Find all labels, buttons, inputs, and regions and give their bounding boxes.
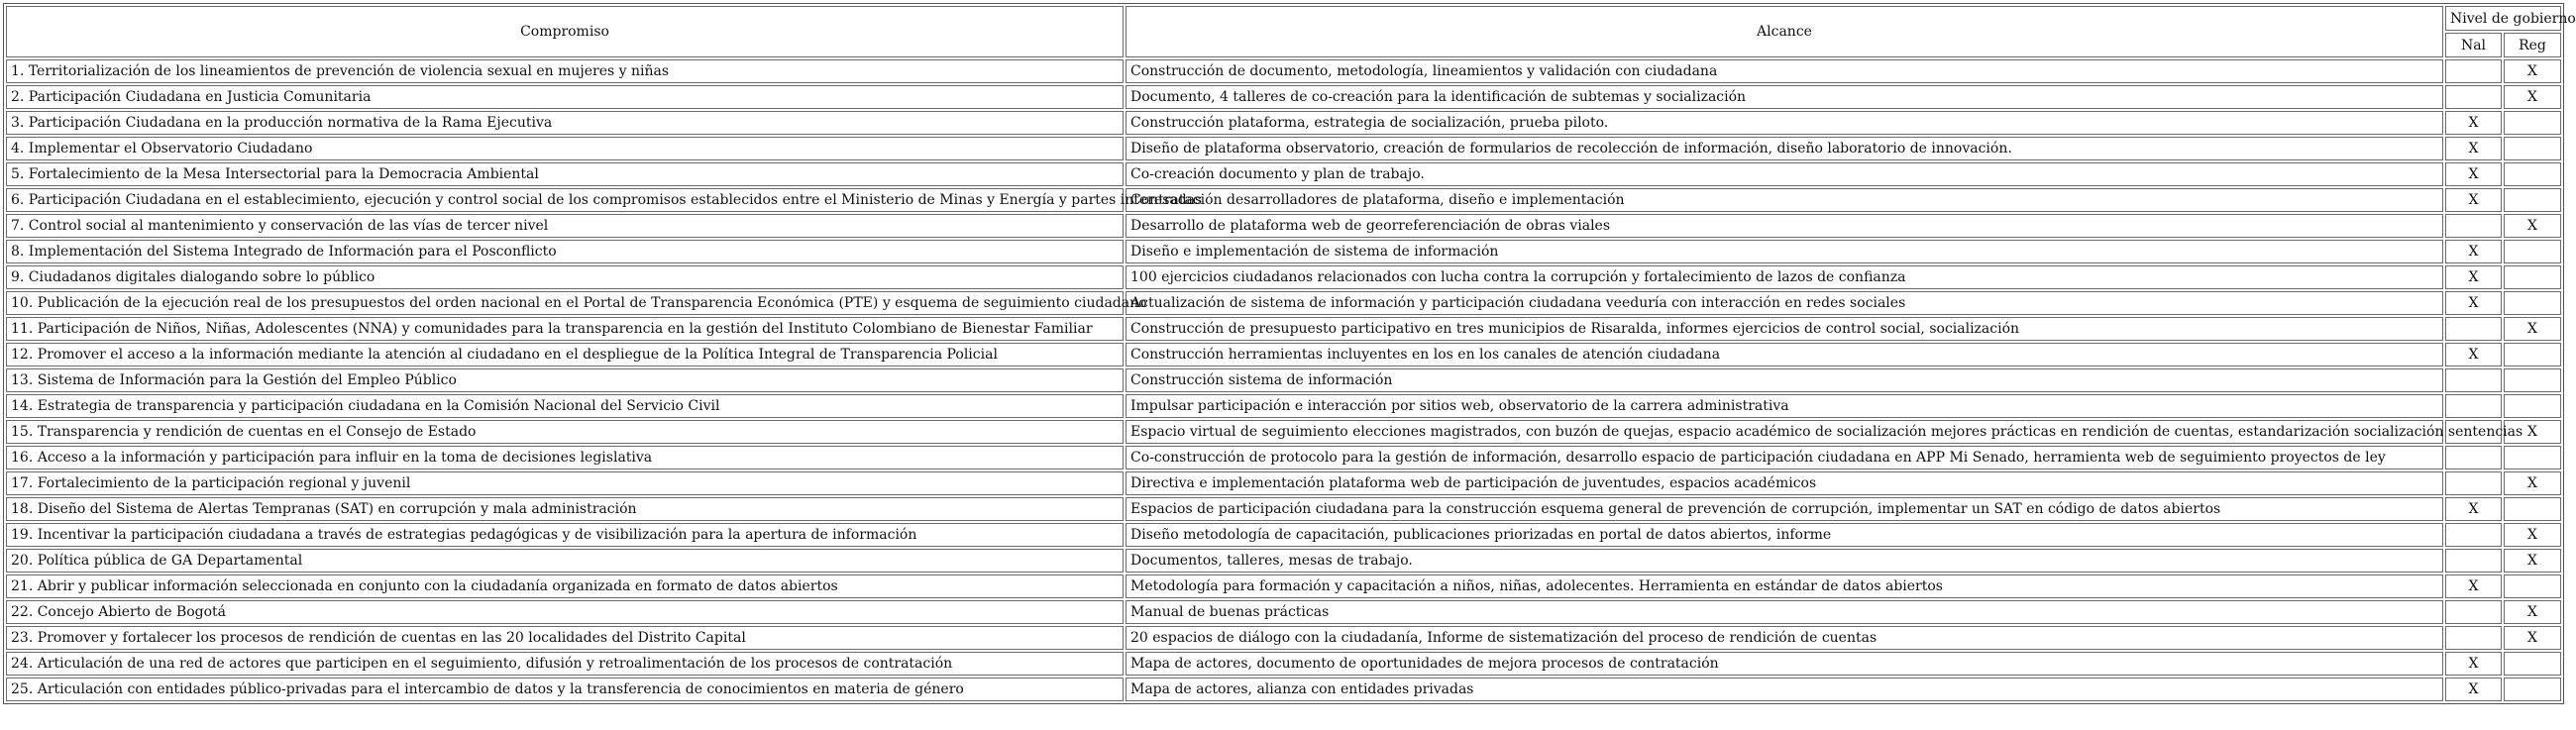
- compromiso-cell: 12. Promover el acceso a la información mediante la atención al ciudadano en el despliegue de la Política Integral de Transparencia Policial: [6, 343, 1124, 366]
- compromiso-cell: 21. Abrir y publicar información seleccionada en conjunto con la ciudadanía organizada en formato de datos abiertos: [6, 574, 1124, 598]
- compromiso-cell: 8. Implementación del Sistema Integrado de Información para el Posconflicto: [6, 240, 1124, 263]
- nal-mark-cell: [2445, 549, 2502, 573]
- compromiso-cell: 22. Concejo Abierto de Bogotá: [6, 600, 1124, 624]
- compromiso-cell: 19. Incentivar la participación ciudadana a través de estrategias pedagógicas y de visibilización para la apertura de información: [6, 523, 1124, 547]
- table-row: [6, 471, 2561, 495]
- table-row: [6, 214, 2561, 238]
- alcance-cell: Diseño e implementación de sistema de información: [1126, 240, 2443, 263]
- nal-mark-cell: X: [2445, 162, 2502, 186]
- nal-mark-cell: X: [2445, 291, 2502, 315]
- alcance-cell: Contratación desarrolladores de plataforma, diseño e implementación: [1126, 188, 2443, 212]
- reg-mark-cell: X: [2504, 523, 2561, 547]
- alcance-cell: Manual de buenas prácticas: [1126, 600, 2443, 624]
- nal-mark-cell: X: [2445, 240, 2502, 263]
- alcance-cell: Construcción sistema de información: [1126, 368, 2443, 392]
- compromiso-cell: 7. Control social al mantenimiento y conservación de las vías de tercer nivel: [6, 214, 1124, 238]
- alcance-cell: Construcción de documento, metodología, lineamientos y validación con ciudadana: [1126, 59, 2443, 83]
- alcance-cell: Documentos, talleres, mesas de trabajo.: [1126, 549, 2443, 573]
- header-nal: Nal: [2445, 33, 2502, 57]
- reg-mark-cell: [2504, 368, 2561, 392]
- table-row: [6, 652, 2561, 676]
- nal-mark-cell: [2445, 85, 2502, 109]
- compromiso-cell: 18. Diseño del Sistema de Alertas Tempranas (SAT) en corrupción y mala administración: [6, 497, 1124, 521]
- nal-mark-cell: X: [2445, 111, 2502, 135]
- table-row: [6, 240, 2561, 263]
- table-row: [6, 368, 2561, 392]
- reg-mark-cell: X: [2504, 214, 2561, 238]
- reg-mark-cell: [2504, 446, 2561, 469]
- alcance-cell: Diseño metodología de capacitación, publicaciones priorizadas en portal de datos abiertos, informe: [1126, 523, 2443, 547]
- reg-mark-cell: X: [2504, 626, 2561, 650]
- table-row: [6, 137, 2561, 160]
- compromiso-cell: 23. Promover y fortalecer los procesos de rendición de cuentas en las 20 localidades del Distrito Capital: [6, 626, 1124, 650]
- table-row: [6, 188, 2561, 212]
- reg-mark-cell: X: [2504, 317, 2561, 341]
- alcance-cell: Mapa de actores, alianza con entidades privadas: [1126, 678, 2443, 701]
- reg-mark-cell: [2504, 162, 2561, 186]
- nal-mark-cell: X: [2445, 188, 2502, 212]
- table-row: [6, 291, 2561, 315]
- alcance-cell: Metodología para formación y capacitación a niños, niñas, adolecentes. Herramienta en estándar de datos abiertos: [1126, 574, 2443, 598]
- document-page: [3, 3, 2576, 704]
- table-row: [6, 59, 2561, 83]
- alcance-cell: Espacios de participación ciudadana para la construcción esquema general de prevención de corrupción, implementar un SAT en código de datos abiertos: [1126, 497, 2443, 521]
- reg-mark-cell: X: [2504, 549, 2561, 573]
- compromiso-cell: 25. Articulación con entidades público-privadas para el intercambio de datos y la transferencia de conocimientos en materia de género: [6, 678, 1124, 701]
- compromiso-cell: 16. Acceso a la información y participación para influir en la toma de decisiones legislativa: [6, 446, 1124, 469]
- compromiso-cell: 17. Fortalecimiento de la participación regional y juvenil: [6, 471, 1124, 495]
- table-row: [6, 600, 2561, 624]
- alcance-cell: Impulsar participación e interacción por sitios web, observatorio de la carrera administrativa: [1126, 394, 2443, 418]
- table-row: [6, 265, 2561, 289]
- alcance-cell: Co-construcción de protocolo para la gestión de información, desarrollo espacio de participación ciudadana en APP Mi Senado, herramienta web de seguimiento proyectos de ley: [1126, 446, 2443, 469]
- table-row: [6, 394, 2561, 418]
- reg-mark-cell: [2504, 188, 2561, 212]
- nal-mark-cell: [2445, 626, 2502, 650]
- nal-mark-cell: [2445, 394, 2502, 418]
- nal-mark-cell: X: [2445, 678, 2502, 701]
- nal-mark-cell: [2445, 600, 2502, 624]
- compromiso-cell: 2. Participación Ciudadana en Justicia Comunitaria: [6, 85, 1124, 109]
- reg-mark-cell: X: [2504, 600, 2561, 624]
- reg-mark-cell: [2504, 574, 2561, 598]
- nal-mark-cell: X: [2445, 574, 2502, 598]
- table-row: [6, 162, 2561, 186]
- table-row: [6, 111, 2561, 135]
- nal-mark-cell: X: [2445, 343, 2502, 366]
- alcance-cell: Mapa de actores, documento de oportunidades de mejora procesos de contratación: [1126, 652, 2443, 676]
- nal-mark-cell: [2445, 523, 2502, 547]
- header-alcance: Alcance: [1126, 6, 2443, 57]
- nal-mark-cell: [2445, 317, 2502, 341]
- alcance-cell: Construcción plataforma, estrategia de socialización, prueba piloto.: [1126, 111, 2443, 135]
- reg-mark-cell: [2504, 291, 2561, 315]
- compromiso-cell: 4. Implementar el Observatorio Ciudadano: [6, 137, 1124, 160]
- table-row: [6, 420, 2561, 444]
- table-row: [6, 549, 2561, 573]
- table-row: [6, 343, 2561, 366]
- reg-mark-cell: X: [2504, 471, 2561, 495]
- compromiso-cell: 9. Ciudadanos digitales dialogando sobre lo público: [6, 265, 1124, 289]
- reg-mark-cell: [2504, 678, 2561, 701]
- commitments-table: [3, 3, 2576, 704]
- reg-mark-cell: [2504, 265, 2561, 289]
- alcance-cell: Documento, 4 talleres de co-creación para la identificación de subtemas y socialización: [1126, 85, 2443, 109]
- table-row: [6, 678, 2561, 701]
- nal-mark-cell: [2445, 368, 2502, 392]
- nal-mark-cell: X: [2445, 497, 2502, 521]
- compromiso-cell: 10. Publicación de la ejecución real de los presupuestos del orden nacional en el Portal de Transparencia Económica (PTE) y esquema de seguimiento ciudadano: [6, 291, 1124, 315]
- table-row: [6, 446, 2561, 469]
- header-reg: Reg: [2504, 33, 2561, 57]
- reg-mark-cell: [2504, 111, 2561, 135]
- header-nivel-gobierno: Nivel de gobierno: [2445, 6, 2561, 31]
- nal-mark-cell: [2445, 446, 2502, 469]
- reg-mark-cell: X: [2504, 420, 2561, 444]
- table-row: [6, 85, 2561, 109]
- reg-mark-cell: X: [2504, 59, 2561, 83]
- alcance-cell: Diseño de plataforma observatorio, creación de formularios de recolección de información, diseño laboratorio de innovación.: [1126, 137, 2443, 160]
- nal-mark-cell: [2445, 214, 2502, 238]
- nal-mark-cell: X: [2445, 137, 2502, 160]
- compromiso-cell: 6. Participación Ciudadana en el establecimiento, ejecución y control social de los compromisos establecidos entre el Ministerio de Minas y Energía y partes interesadas: [6, 188, 1124, 212]
- nal-mark-cell: [2445, 471, 2502, 495]
- alcance-cell: Directiva e implementación plataforma web de participación de juventudes, espacios académicos: [1126, 471, 2443, 495]
- table-row: [6, 523, 2561, 547]
- reg-mark-cell: [2504, 137, 2561, 160]
- table-row: [6, 317, 2561, 341]
- compromiso-cell: 1. Territorialización de los lineamientos de prevención de violencia sexual en mujeres y niñas: [6, 59, 1124, 83]
- compromiso-cell: 5. Fortalecimiento de la Mesa Intersectorial para la Democracia Ambiental: [6, 162, 1124, 186]
- nal-mark-cell: [2445, 59, 2502, 83]
- compromiso-cell: 20. Política pública de GA Departamental: [6, 549, 1124, 573]
- table-row: [6, 574, 2561, 598]
- nal-mark-cell: X: [2445, 652, 2502, 676]
- alcance-cell: 20 espacios de diálogo con la ciudadanía, Informe de sistematización del proceso de rendición de cuentas: [1126, 626, 2443, 650]
- reg-mark-cell: [2504, 394, 2561, 418]
- alcance-cell: Espacio virtual de seguimiento elecciones magistrados, con buzón de quejas, espacio académico de socialización mejores prácticas en rendición de cuentas, estandarización socialización sentencias: [1126, 420, 2443, 444]
- reg-mark-cell: [2504, 652, 2561, 676]
- compromiso-cell: 3. Participación Ciudadana en la producción normativa de la Rama Ejecutiva: [6, 111, 1124, 135]
- compromiso-cell: 11. Participación de Niños, Niñas, Adolescentes (NNA) y comunidades para la transparencia en la gestión del Instituto Colombiano de Bienestar Familiar: [6, 317, 1124, 341]
- table-header: [6, 6, 2576, 57]
- alcance-cell: Construcción de presupuesto participativo en tres municipios de Risaralda, informes ejercicios de control social, socialización: [1126, 317, 2443, 341]
- reg-mark-cell: [2504, 343, 2561, 366]
- alcance-cell: Co-creación documento y plan de trabajo.: [1126, 162, 2443, 186]
- compromiso-cell: 24. Articulación de una red de actores que participen en el seguimiento, difusión y retroalimentación de los procesos de contratación: [6, 652, 1124, 676]
- header-compromiso: Compromiso: [6, 6, 1124, 57]
- alcance-cell: Construcción herramientas incluyentes en los en los canales de atención ciudadana: [1126, 343, 2443, 366]
- reg-mark-cell: [2504, 497, 2561, 521]
- table-row: [6, 497, 2561, 521]
- nal-mark-cell: X: [2445, 265, 2502, 289]
- alcance-cell: Actualización de sistema de información y participación ciudadana veeduría con interacción en redes sociales: [1126, 291, 2443, 315]
- table-row: [6, 626, 2561, 650]
- reg-mark-cell: X: [2504, 85, 2561, 109]
- table-body: [6, 59, 2561, 701]
- alcance-cell: 100 ejercicios ciudadanos relacionados con lucha contra la corrupción y fortalecimiento de lazos de confianza: [1126, 265, 2443, 289]
- compromiso-cell: 13. Sistema de Información para la Gestión del Empleo Público: [6, 368, 1124, 392]
- compromiso-cell: 15. Transparencia y rendición de cuentas en el Consejo de Estado: [6, 420, 1124, 444]
- alcance-cell: Desarrollo de plataforma web de georreferenciación de obras viales: [1126, 214, 2443, 238]
- compromiso-cell: 14. Estrategia de transparencia y participación ciudadana en la Comisión Nacional del Servicio Civil: [6, 394, 1124, 418]
- reg-mark-cell: [2504, 240, 2561, 263]
